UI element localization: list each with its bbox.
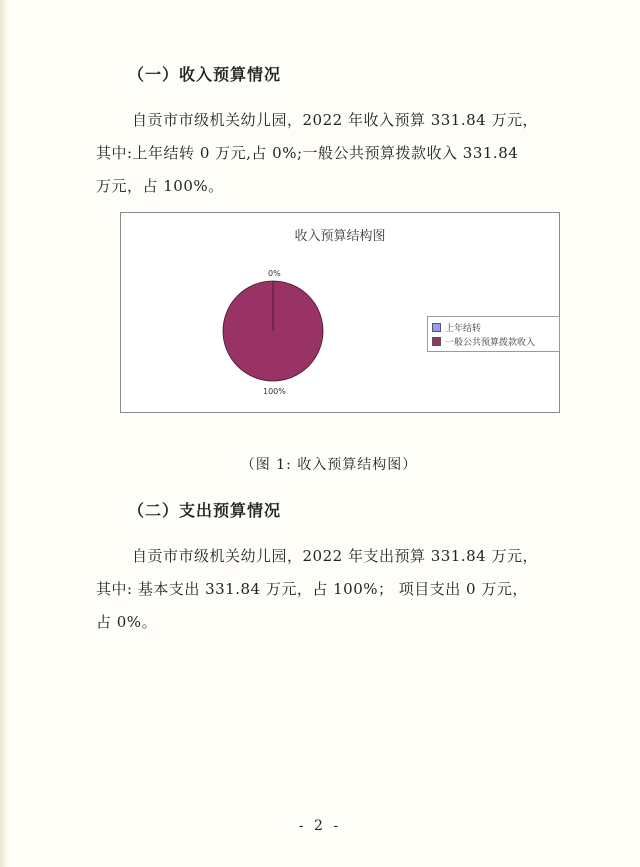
chart-title: 收入预算结构图 — [294, 229, 386, 244]
paragraph-line: 其中:上年结转 0 万元,占 0%;一般公共预算拨款收入 331.84 — [96, 144, 519, 162]
income-structure-chart — [120, 212, 560, 413]
pie-data-label-carryover: 0% — [268, 269, 281, 278]
expenditure-paragraph — [96, 540, 556, 639]
paragraph-line: 占 0%。 — [96, 613, 158, 631]
section-heading-income: （一）收入预算情况 — [128, 65, 282, 84]
paragraph-line: 自贡市市级机关幼儿园，2022 年支出预算 331.84 万元， — [132, 547, 538, 565]
paragraph-line: 万元，占 100%。 — [96, 177, 224, 195]
legend-swatch — [432, 337, 441, 346]
legend-item-general-budget — [432, 334, 555, 348]
legend-swatch — [432, 323, 441, 332]
page-number: - 2 - — [298, 818, 342, 834]
page-edge-shade — [0, 0, 8, 867]
section-heading-expenditure: （二）支出预算情况 — [128, 501, 282, 520]
figure-caption: （图 1: 收入预算结构图） — [240, 457, 418, 473]
legend-label: 上年结转 — [445, 323, 482, 334]
paragraph-line: 自贡市市级机关幼儿园，2022 年收入预算 331.84 万元， — [132, 111, 538, 129]
chart-legend — [427, 316, 560, 352]
income-paragraph — [96, 104, 556, 203]
pie-data-label-general-budget: 100% — [263, 387, 286, 396]
legend-item-carryover — [432, 320, 555, 334]
paragraph-line: 其中: 基本支出 331.84 万元，占 100%； 项目支出 0 万元， — [96, 580, 528, 598]
pie-chart-canvas — [121, 213, 559, 412]
legend-label: 一般公共预算拨款收入 — [445, 337, 536, 348]
